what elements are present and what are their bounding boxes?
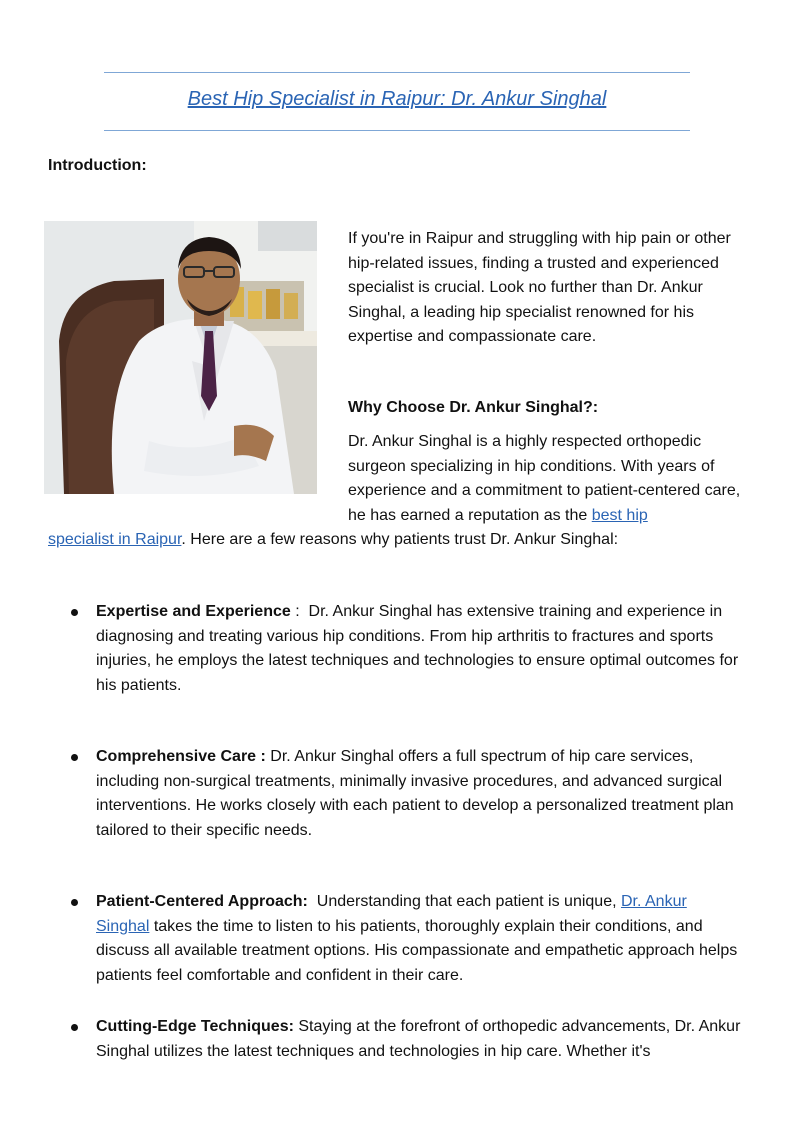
intro-paragraph: If you're in Raipur and struggling with hip pain or other hip-related issues, finding a trusted and experienced specialist is crucial. Look no further than Dr. Ankur Singhal, a leading hip specialist renowned for his expertise and compassionate care. — [348, 230, 731, 345]
why-choose-paragraph-continued — [48, 528, 768, 553]
bullet-dot-icon — [71, 754, 78, 761]
list-item — [96, 600, 748, 698]
bullet-heading: Patient-Centered Approach: — [96, 893, 308, 910]
bullet-heading: Comprehensive Care : — [96, 748, 266, 765]
list-item — [96, 1015, 748, 1064]
bullet-dot-icon — [71, 899, 78, 906]
bullet-separator — [308, 893, 317, 910]
dr-ankur-link[interactable]: Dr. Ankur — [620, 893, 687, 910]
why-paragraph-text: Dr. Ankur Singhal is a highly respected orthopedic surgeon specializing in hip conditions. With years of experience and a commitment to patient-centered care, he has earned a reputation as the — [348, 433, 741, 524]
dr-ankur-link-continued[interactable]: Singhal — [96, 917, 150, 935]
bullet-text: Staying at the forefront of orthopedic advancements, Dr. Ankur Singhal utilizes the latest techniques and technologies in hip care. Whether it's — [96, 1018, 741, 1060]
bullet-dot-icon — [71, 609, 78, 616]
bullet-text: Understanding that each patient is unique, — [316, 893, 621, 910]
best-hip-specialist-link-continued[interactable]: specialist in Raipur — [48, 531, 182, 548]
intro-heading: Introduction: — [48, 157, 147, 174]
doctor-portrait-photo — [44, 221, 317, 494]
why-choose-paragraph — [348, 430, 758, 528]
title-top-rule — [104, 72, 690, 73]
title-bottom-rule — [104, 130, 690, 131]
why-paragraph-tail: . Here are a few reasons why patients trust Dr. Ankur Singhal: — [181, 531, 619, 548]
list-item — [96, 745, 748, 843]
bullet-text: Dr. Ankur Singhal offers a full spectrum of hip care services, including non-surgical treatments, minimally invasive procedures, and advanced surgical interventions. He works closely with each patient to develop a personalized treatment plan tailored to their specific needs. — [96, 748, 734, 839]
best-hip-specialist-link[interactable]: best hip — [591, 506, 648, 524]
bullet-heading: Cutting-Edge Techniques: — [96, 1018, 294, 1035]
document-title[interactable]: Best Hip Specialist in Raipur: Dr. Ankur Singhal — [187, 88, 607, 110]
bullet-heading: Expertise and Experience — [96, 603, 291, 620]
bullet-text: Dr. Ankur Singhal has extensive training and experience in diagnosing and treating various hip conditions. From hip arthritis to fractures and sports injuries, he employs the latest techniques and technologies to ensure optimal outcomes for his patients. — [96, 603, 739, 694]
list-item — [96, 890, 748, 988]
bullet-dot-icon — [71, 1024, 78, 1031]
bullet-text-tail: takes the time to listen to his patients, thoroughly explain their conditions, and discuss all available treatment options. His compassionate and empathetic approach helps patients feel comfortable and confident in their care. — [96, 917, 738, 984]
doctor-portrait-illustration — [44, 221, 317, 494]
why-choose-heading: Why Choose Dr. Ankur Singhal?: — [348, 399, 599, 416]
bullet-separator: : — [290, 603, 309, 620]
